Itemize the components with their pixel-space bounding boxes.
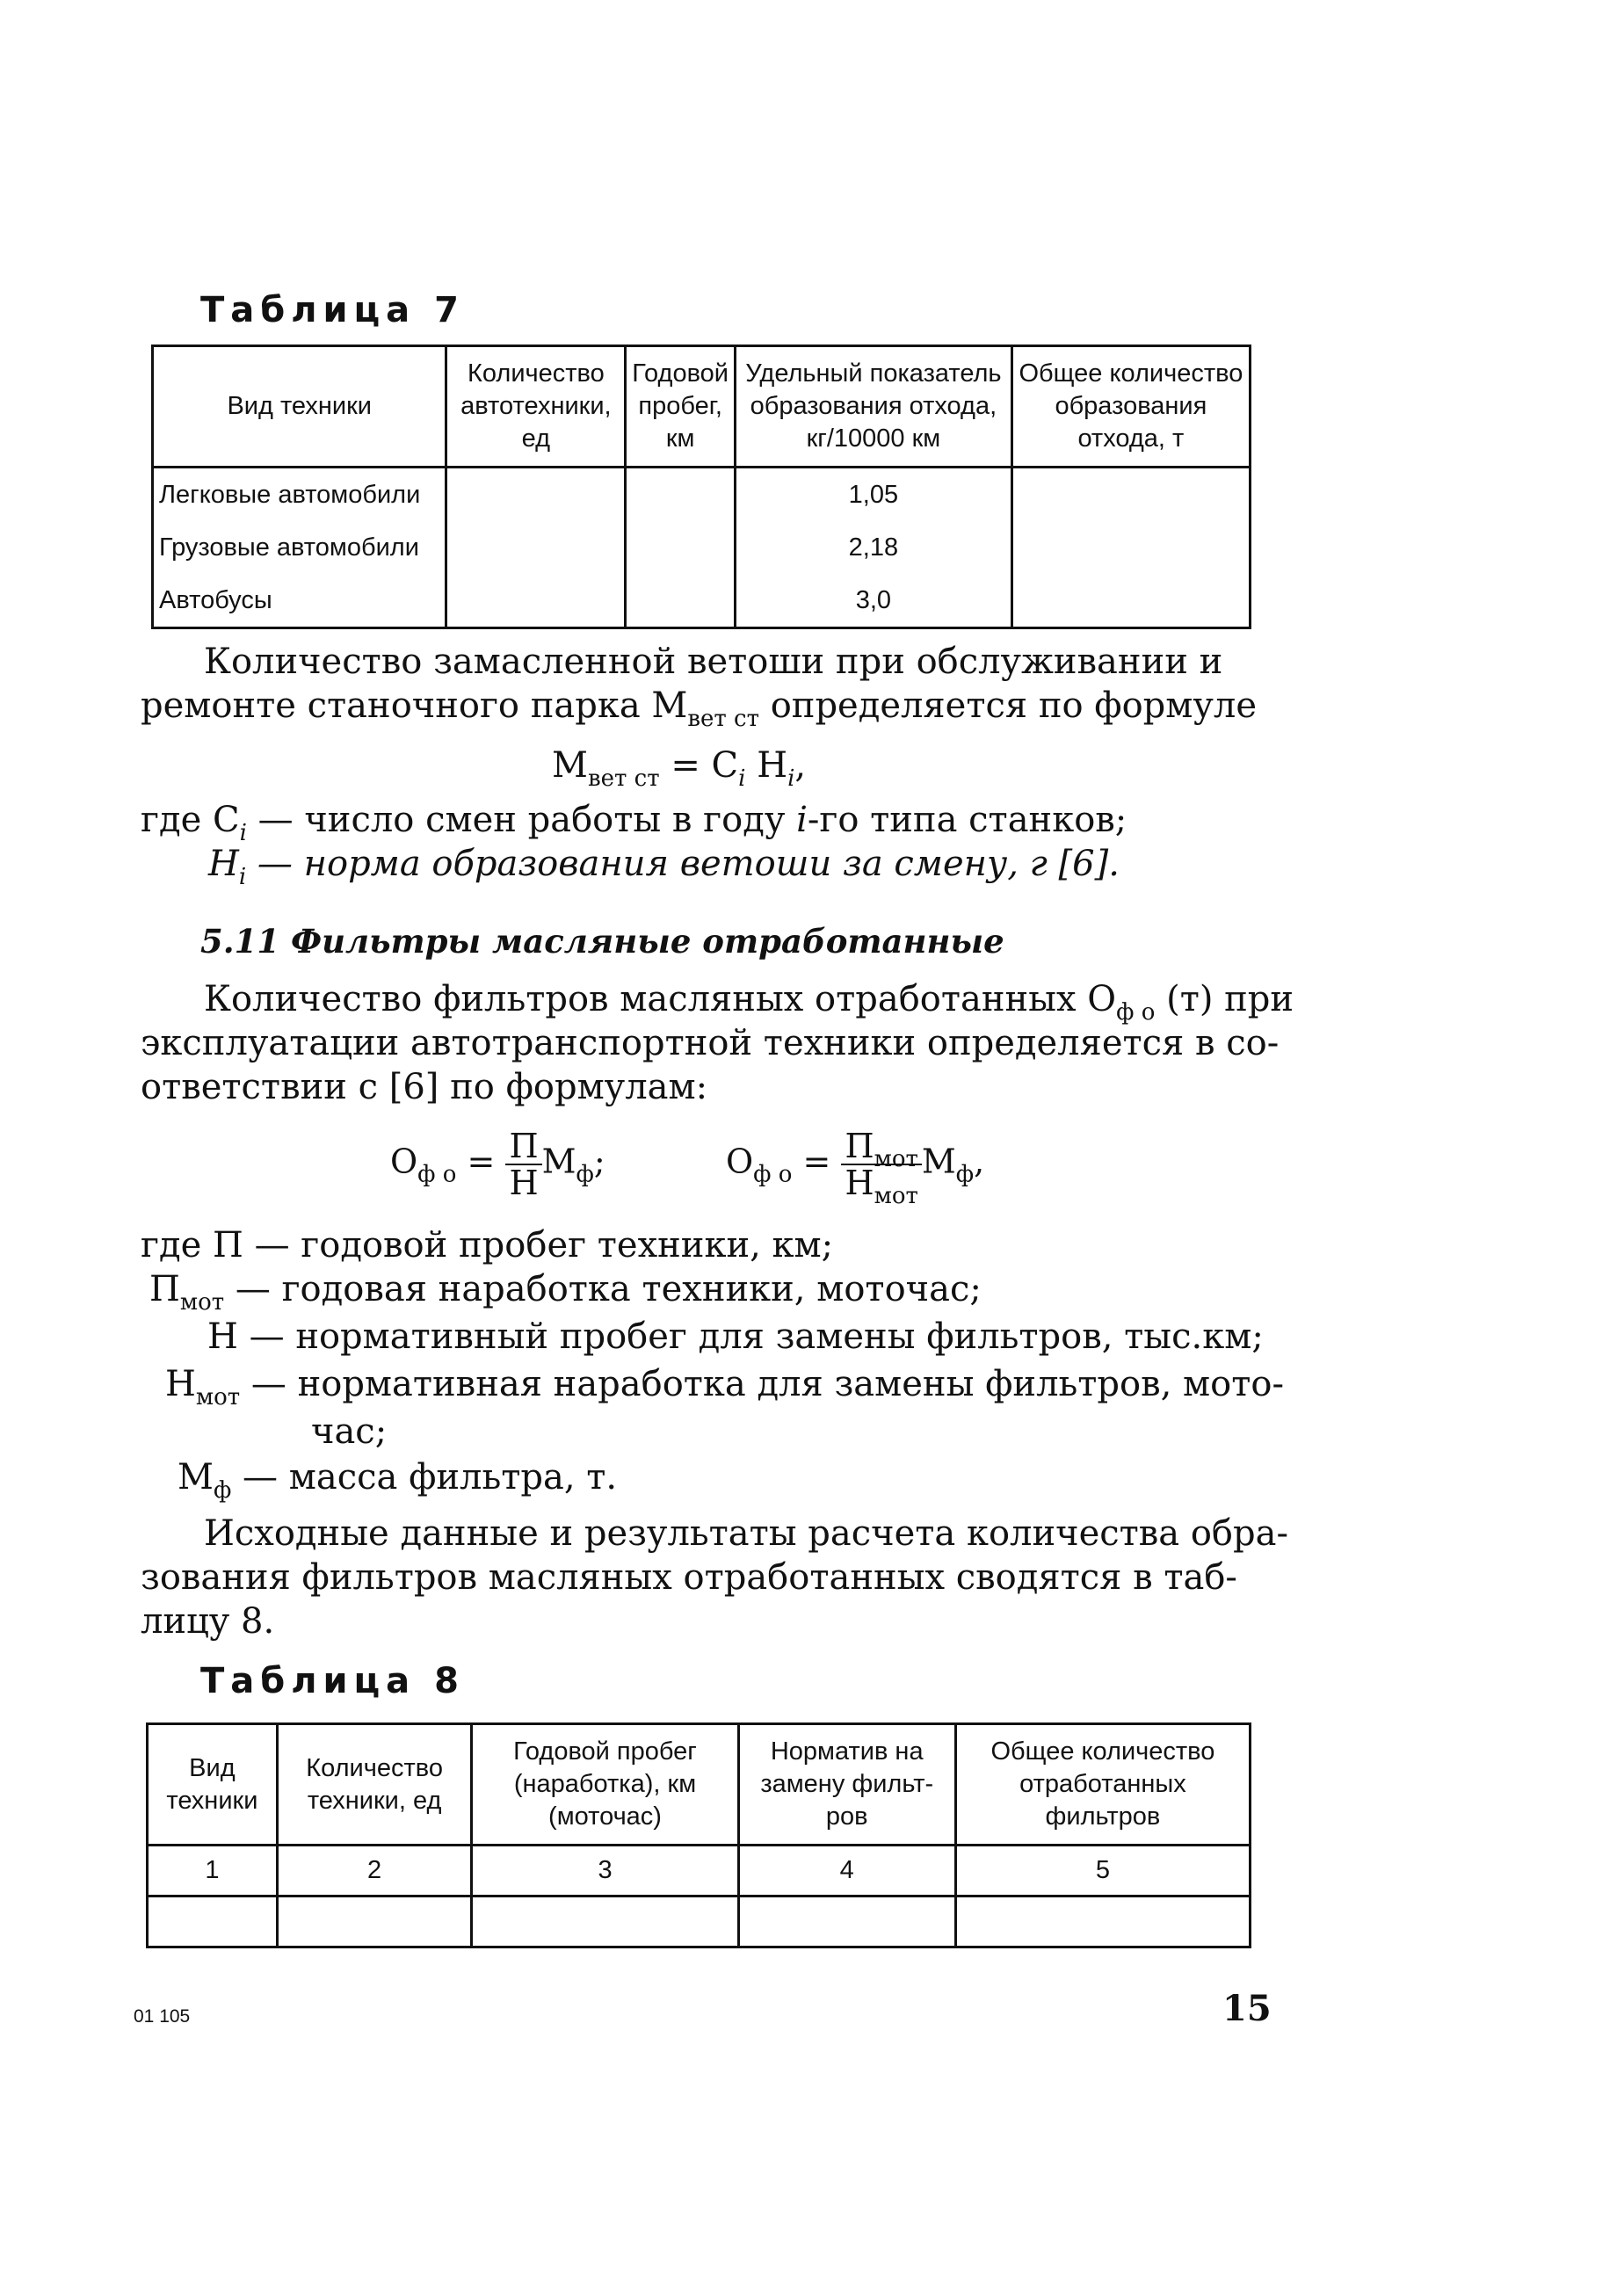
table7-header: Общее количество образования отхода, т: [1011, 346, 1250, 468]
vehicle-type-cell: Грузовые автомобили: [153, 521, 446, 574]
filters-where-line5: час;: [311, 1411, 388, 1452]
table8: [146, 1722, 1251, 1948]
column-number-cell: 4: [738, 1846, 955, 1897]
summary-paragraph-line3: лицу 8.: [141, 1601, 275, 1642]
column-number-cell: 2: [277, 1846, 472, 1897]
summary-paragraph-line2: зования фильтров масляных отработанных сводятся в таб-: [141, 1557, 1237, 1598]
empty-cell: [955, 1897, 1250, 1947]
filters-where-line3: Н — нормативный пробег для замены фильтров, тыс.км;: [207, 1316, 1264, 1357]
table7-caption: Таблица 7: [200, 290, 465, 330]
table-row: [153, 574, 1251, 628]
table8-header: Общее количество отработанных фильтров: [955, 1724, 1250, 1846]
empty-cell: [277, 1897, 472, 1947]
total-cell: [1011, 521, 1250, 574]
filters-formula-mileage: $О_{ф о}$ = $\frac{П}{Н}$ $М_ф$;: [390, 1127, 605, 1202]
table-row: [148, 1846, 1251, 1897]
table7-header: Удельный показатель образования отхода, кг/10000 км: [736, 346, 1012, 468]
table7: [151, 344, 1251, 629]
rate-cell: 1,05: [736, 468, 1012, 522]
table-row: [148, 1897, 1251, 1947]
rags-paragraph-line1: Количество замасленной ветоши при обслуживании и: [204, 642, 1223, 682]
count-cell: [446, 468, 626, 522]
filters-paragraph-line3: ответствии с [6] по формулам:: [141, 1067, 708, 1107]
column-number-cell: 1: [148, 1846, 278, 1897]
total-cell: [1011, 574, 1250, 628]
mileage-cell: [626, 521, 736, 574]
table-row: [153, 521, 1251, 574]
table-row: [153, 468, 1251, 522]
filters-formula-hours: $О_{ф о}$ = $\frac{П_{мот}}{Н_{мот}}$ $М_ф$,: [726, 1127, 985, 1209]
filters-where-line2: $П_{мот}$ — годовая наработка техники, моточас;: [149, 1269, 982, 1316]
column-number-cell: 5: [955, 1846, 1250, 1897]
filters-paragraph-line2: эксплуатации автотранспортной техники определяется в со-: [141, 1023, 1280, 1063]
rags-where-line2: $Н_i$ — норма образования ветоши за смену, г [6].: [208, 844, 1120, 890]
filters-paragraph-line1: Количество фильтров масляных отработанных $О_{ф о}$ (т) при: [204, 979, 1294, 1026]
total-cell: [1011, 468, 1250, 522]
column-number-cell: 3: [472, 1846, 738, 1897]
mileage-cell: [626, 468, 736, 522]
table7-header: Количество автотехники, ед: [446, 346, 626, 468]
table8-header: Количество техники, ед: [277, 1724, 472, 1846]
empty-cell: [738, 1897, 955, 1947]
table7-header: Вид техники: [153, 346, 446, 468]
rags-paragraph-line2: ремонте станочного парка $М_{вет ст}$ определяется по формуле: [141, 685, 1257, 732]
rags-where-line1: где $С_i$ — число смен работы в году i-го типа станков;: [141, 800, 1127, 846]
table7-header-row: [153, 346, 1251, 468]
empty-cell: [148, 1897, 278, 1947]
mileage-cell: [626, 574, 736, 628]
rate-cell: 3,0: [736, 574, 1012, 628]
section-heading: 5.11 Фильтры масляные отработанные: [200, 922, 1004, 961]
table7-header: Годовой пробег, км: [626, 346, 736, 468]
summary-paragraph-line1: Исходные данные и результаты расчета количества обра-: [204, 1513, 1288, 1554]
filters-where-line4: $Н_{мот}$ — нормативная наработка для замены фильтров, мото-: [165, 1364, 1284, 1411]
table8-caption: Таблица 8: [200, 1661, 465, 1701]
table8-header: Годовой пробег (наработка), км (моточас): [472, 1724, 738, 1846]
page-number: 15: [1222, 1988, 1272, 2029]
vehicle-type-cell: Легковые автомобили: [153, 468, 446, 522]
vehicle-type-cell: Автобусы: [153, 574, 446, 628]
rate-cell: 2,18: [736, 521, 1012, 574]
filters-where-line1: где П — годовой пробег техники, км;: [141, 1225, 834, 1266]
count-cell: [446, 574, 626, 628]
empty-cell: [472, 1897, 738, 1947]
document-code: 01 105: [134, 2006, 191, 2027]
filters-where-line6: $М_ф$ — масса фильтра, т.: [178, 1457, 618, 1504]
count-cell: [446, 521, 626, 574]
table8-header: Норматив на замену фильт-ров: [738, 1724, 955, 1846]
table8-header-row: [148, 1724, 1251, 1846]
rags-formula: $М_{вет ст} = С_i$ $Н_i$,: [552, 745, 807, 792]
table8-header: Вид техники: [148, 1724, 278, 1846]
